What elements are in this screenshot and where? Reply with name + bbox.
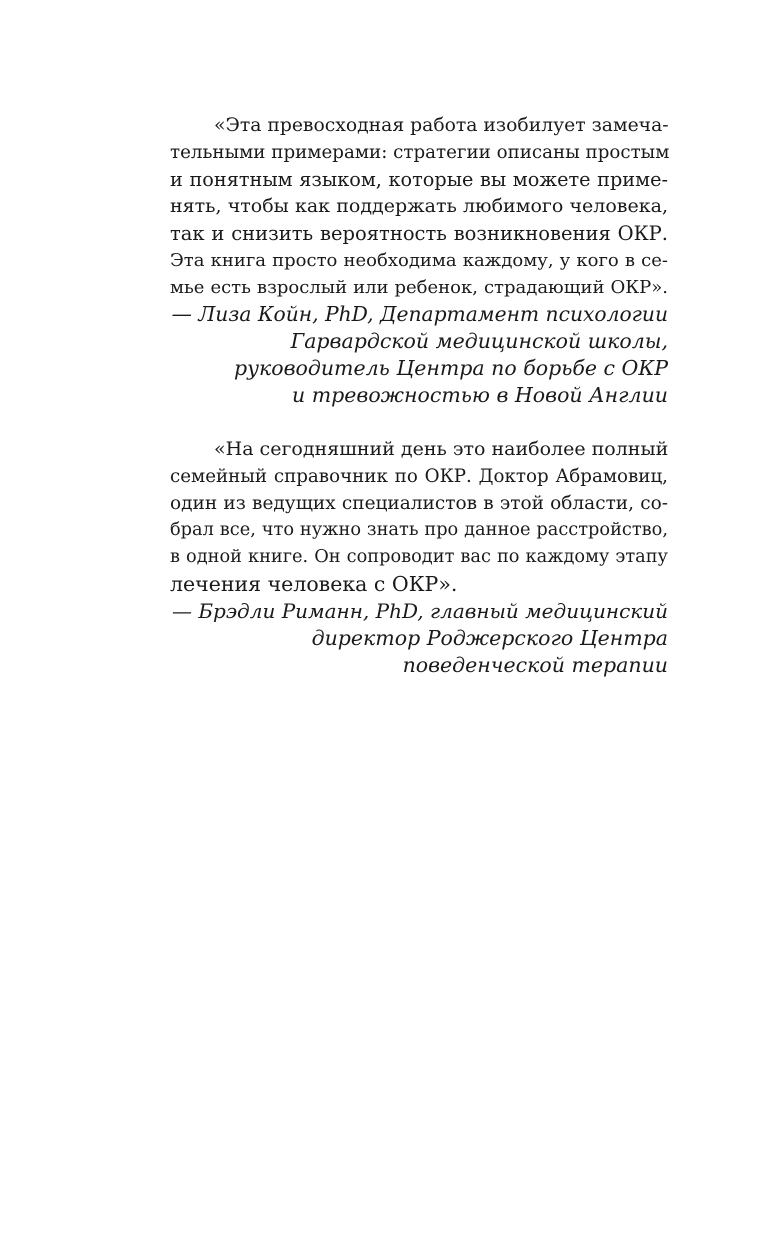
- quote-2-line-6: лечения человека с ОКР».: [170, 572, 458, 596]
- attribution-1-line-2: Гарвардской медицинской школы,: [290, 329, 668, 353]
- quote-1-line-2: тельными примерами: стратегии описаны простым: [170, 142, 670, 163]
- quote-1-line-4: нять, чтобы как поддержать любимого человека,: [170, 195, 668, 217]
- quote-1-line-6: Эта книга просто необходима каждому, у кого в се-: [170, 250, 668, 271]
- quote-2-line-1: «На сегодняшний день это наиболее полный: [214, 438, 669, 460]
- quote-1-line-3: и понятным языком, которые вы можете приме-: [170, 168, 668, 191]
- attribution-2-line-1: — Брэдли Риманн, PhD, главный медицинский: [172, 599, 668, 623]
- quote-2-line-4: брал все, что нужно знать про данное расстройство,: [170, 520, 668, 540]
- quote-2-line-3: один из ведущих специалистов в этой области, со-: [170, 493, 668, 514]
- quote-2-line-5: в одной книге. Он сопроводит вас по каждому этапу: [170, 547, 668, 567]
- attribution-2-line-2: директор Роджерского Центра: [311, 626, 668, 650]
- attribution-2-line-3: поведенческой терапии: [402, 653, 668, 677]
- quote-2-line-2: семейный справочник по ОКР. Доктор Абрамовиц,: [170, 466, 668, 487]
- attribution-1-line-3: руководитель Центра по борьбе с ОКР: [233, 356, 668, 380]
- quote-1-line-7: мье есть взрослый или ребенок, страдающий ОКР».: [170, 277, 668, 298]
- attribution-1-line-4: и тревожностью в Новой Англии: [292, 383, 668, 407]
- attribution-1-line-1: — Лиза Койн, PhD, Департамент психологии: [171, 302, 668, 326]
- quote-1-line-5: так и снизить вероятность возникновения ОКР.: [170, 222, 668, 245]
- quote-1-line-1: «Эта превосходная работа изобилует замеча-: [214, 115, 669, 136]
